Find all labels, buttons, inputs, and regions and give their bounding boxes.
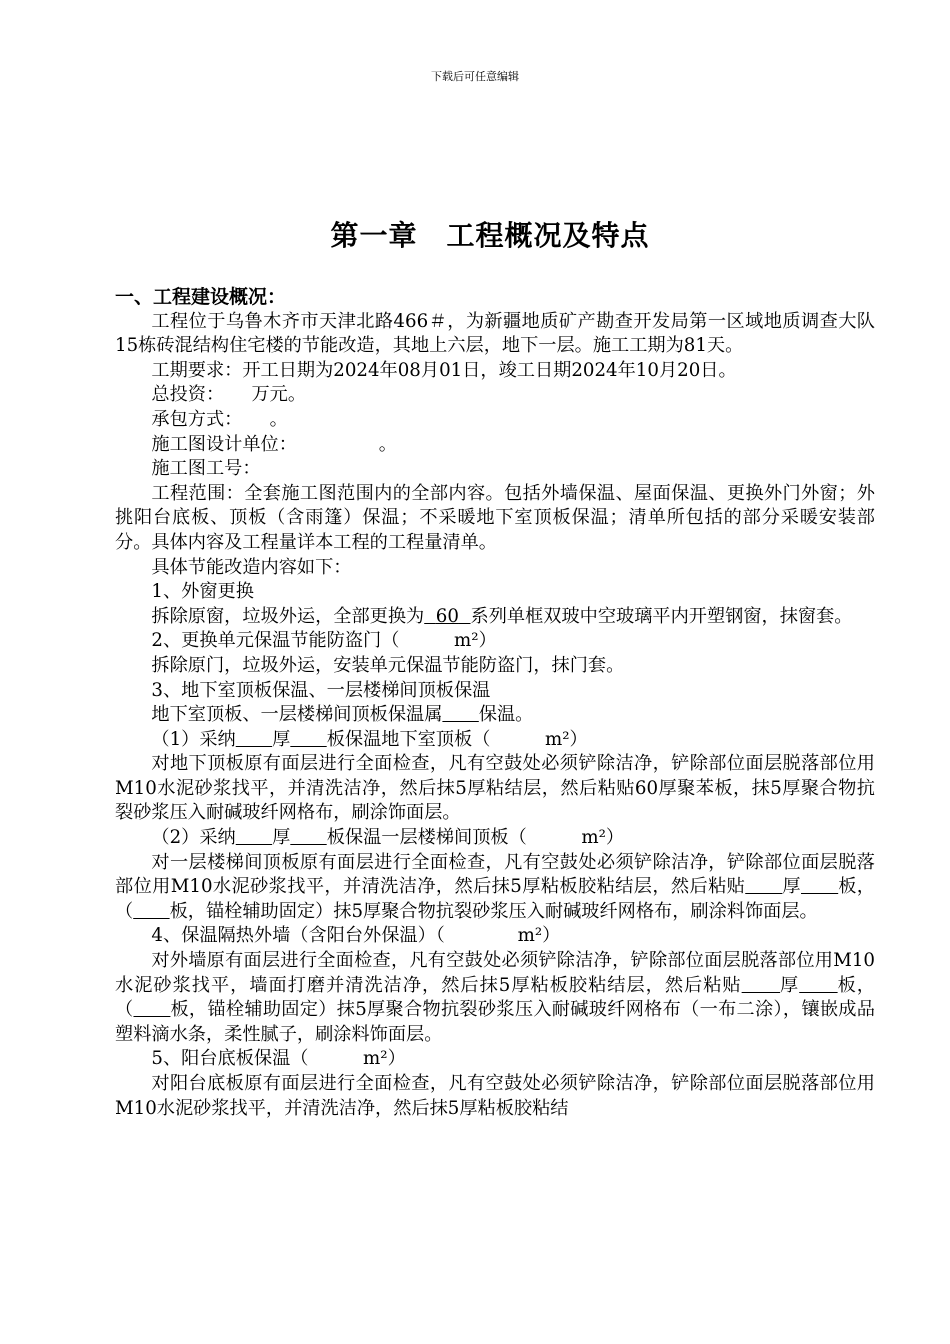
blank — [290, 729, 326, 750]
item3-2-b: 厚 — [272, 827, 291, 849]
item1-value-text: 60 — [435, 605, 459, 627]
blank — [742, 975, 780, 996]
item1-body-pre: 拆除原窗，垃圾外运，全部更换为 — [151, 605, 425, 627]
item4-body-a: 对外墙原有面层进行全面检查，凡有空鼓处必须铲除洁净，铲除部位面层脱落部位用M10水泥砂浆找平，墙面打磨并清洗洁净，然后抹5厚粘板胶粘结层，然后粘贴 — [115, 950, 875, 996]
item3-2-body-b: 厚 — [782, 876, 802, 898]
para-scope: 工程范围：全套施工图范围内的全部内容。包括外墙保温、屋面保温、更换外门外窗；外挑阳台底板、顶板（含雨篷）保温；不采暖地下室顶板保温；清单所包括的部分采暖安装部分。具体内容及工程量详本工程的工程量清单。 — [115, 482, 875, 553]
item3-1-body: 对地下顶板原有面层进行全面检查，凡有空鼓处必须铲除洁净，铲除部位面层脱落部位用M10水泥砂浆找平，并清洗洁净，然后抹5厚粘结层，然后粘贴60厚聚苯板，抹5厚聚合物抗裂砂浆压入耐碱玻纤网格布，刷涂饰面层。 — [115, 753, 875, 824]
document-body — [115, 285, 875, 1121]
item3-2-body — [115, 851, 875, 925]
item2-title — [115, 629, 875, 654]
item5-title-unit: m²） — [363, 1048, 406, 1070]
item3-2-title — [115, 826, 875, 851]
item3-2-body-a: 对一层楼梯间顶板原有面层进行全面检查，凡有空鼓处必须铲除洁净，铲除部位面层脱落部位用M10水泥砂浆找平，并清洗洁净，然后抹5厚粘板胶粘结层，然后粘贴 — [115, 851, 875, 898]
item3-body-post: 保温。 — [478, 704, 534, 726]
design-unit-label: 施工图设计单位： — [151, 433, 288, 455]
blank — [133, 901, 169, 922]
para-contract — [115, 408, 875, 433]
blank — [290, 827, 326, 848]
item4-title — [115, 924, 875, 949]
para-intro: 具体节能改造内容如下： — [151, 556, 352, 578]
item4-body-d: 板，锚栓辅助固定）抹5厚聚合物抗裂砂浆压入耐碱玻纤网格布（一布二涂），镶嵌成品塑料滴水条，柔性腻子，刷涂料饰面层。 — [115, 999, 875, 1045]
para-location: 工程位于乌鲁木齐市天津北路466＃，为新疆地质矿产勘查开发局第一区域地质调查大队15栋砖混结构住宅楼的节能改造，其地上六层，地下一层。施工工期为81天。 — [115, 310, 875, 357]
para-schedule: 工期要求：开工日期为2024年08月01日，竣工日期2024年10月20日。 — [151, 359, 737, 381]
item1-body — [115, 605, 875, 630]
item5-body: 对阳台底板原有面层进行全面检查，凡有空鼓处必须铲除洁净，铲除部位面层脱落部位用M10水泥砂浆找平，并清洗洁净，然后抹5厚粘板胶粘结 — [115, 1073, 875, 1119]
investment-label: 总投资： — [151, 384, 216, 406]
item4-body — [115, 949, 875, 1047]
para-drawing-no — [115, 457, 875, 482]
contract-end: 。 — [269, 408, 288, 430]
item4-title-text: 4、保温隔热外墙（含阳台外保温）（ — [151, 925, 445, 947]
blank — [442, 704, 478, 725]
item4-body-b: 厚 — [780, 974, 800, 996]
design-unit-end: 。 — [378, 433, 397, 455]
section-heading: 一、工程建设概况： — [115, 286, 287, 308]
item3-2-body-d: 板，锚栓辅助固定）抹5厚聚合物抗裂砂浆压入耐碱玻纤网格布，刷涂料饰面层。 — [169, 900, 818, 922]
item2-title-unit: m²） — [453, 630, 497, 652]
item3-1-title — [115, 728, 875, 753]
para-investment — [115, 383, 875, 408]
blank — [799, 975, 837, 996]
item3-body-pre: 地下室顶板、一层楼梯间顶板保温属 — [151, 704, 443, 726]
contract-label: 承包方式： — [151, 408, 234, 430]
item3-2-unit: m²） — [581, 827, 625, 849]
chapter-title: 第一章 工程概况及特点 — [330, 219, 650, 252]
item1-value — [424, 606, 470, 627]
page-header: 下载后可任意编辑 — [431, 70, 519, 83]
item2-body: 拆除原门，垃圾外运，安装单元保温节能防盗门，抹门套。 — [151, 654, 625, 676]
item5-title-text: 5、阳台底板保温（ — [151, 1048, 309, 1070]
blank — [801, 876, 838, 897]
blank — [745, 876, 782, 897]
item3-title: 3、地下室顶板保温、一层楼梯间顶板保温 — [151, 679, 491, 701]
item3-1-b: 厚 — [272, 728, 291, 750]
blank — [133, 999, 170, 1020]
item3-1-c: 板保温地下室顶板（ — [326, 728, 491, 750]
blank — [236, 827, 272, 848]
blank — [236, 729, 272, 750]
item3-2-body-c: 板，（ — [115, 876, 875, 922]
item4-title-unit: m²） — [517, 925, 561, 947]
item5-title — [115, 1047, 875, 1072]
item3-2-c: 板保温一层楼梯间顶板（ — [326, 827, 527, 849]
investment-unit: 万元。 — [251, 384, 307, 406]
item1-title: 1、外窗更换 — [151, 581, 254, 603]
item3-1-a: （1）采纳 — [151, 728, 236, 750]
item3-1-unit: m²） — [544, 728, 588, 750]
item4-body-c: 板，（ — [115, 974, 875, 1021]
item3-body — [115, 703, 875, 728]
drawing-no-label: 施工图工号： — [151, 458, 261, 480]
item2-title-text: 2、更换单元保温节能防盗门（ — [151, 630, 400, 652]
item3-2-a: （2）采纳 — [151, 827, 236, 849]
para-design-unit — [115, 433, 875, 458]
item1-body-post: 系列单框双玻中空玻璃平内开塑钢窗，抹窗套。 — [470, 605, 853, 627]
